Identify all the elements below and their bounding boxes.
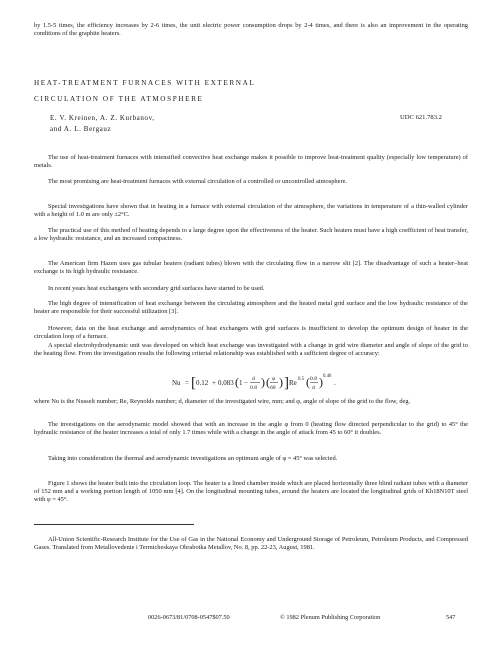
article-title-line-2: CIRCULATION OF THE ATMOSPHERE [34,95,204,103]
criterial-equation [172,370,352,398]
body-paragraph: The most promising are heat-treatment furnaces with external circulation of a controlled or uncontrolled atmosphere. [48,178,348,185]
page-number: 547 [446,614,456,621]
body-paragraph: The practical use of this method of heating depends to a large degree upon the effectiveness of the heater. Such heaters must have a high coefficient of heat transfer, a low hydraulic resistance, and an increased compactness. [34,227,468,243]
eq-one: 1 [239,379,243,387]
body-paragraph: Special investigations have shown that in heating in a furnace with external circulation of the atmosphere, the variations in temperature of a thin-walled cylinder with a height of 1.0 m are only ±2°C. [34,203,468,219]
eq-re-exponent: 0.5 [298,377,304,382]
body-paragraph: In recent years heat exchangers with secondary grid surfaces have started to be used. [48,285,265,292]
body-paragraph: The investigations on the aerodynamic model showed that with an increase in the angle φ from 0 (heating flow directed perpendicular to the grid) to 45° the hydraulic resistance of the heater increases a total of only 1.7 times while with a change in the angle of attack from 45 to 60° it doubles. [34,421,468,437]
eq-paren2-close: ) [279,375,283,389]
journal-code: 0026-0673/81/0708-0547$07.50 [148,614,230,621]
authors-line-2: and A. L. Bergauz [50,125,112,133]
eq-frac2-den: 60 [270,385,276,391]
eq-re: Re [289,379,297,387]
body-paragraph: The use of heat-treatment furnaces with intensified convective heat exchange makes it possible to improve heat-treatment quality (especially low temperature) of metals. [34,154,468,170]
eq-bracket-close: ] [284,375,289,391]
continued-paragraph: by 1.5-5 times, the efficiency increases by 2-6 times, the unit electric power consumption drops by 2-4 times, and there is also an improvement in the operating conditions of the graphite heaters. [34,22,468,38]
body-paragraph: The high degree of intensification of heat exchange between the circulating atmosphere and the heated metal grid surface and the low hydraulic resistance of the heater are responsible for their successful utilization [3]. [34,300,468,316]
eq-plus: + [212,379,216,387]
eq-minus: − [244,379,248,387]
eq-equals: = [185,379,189,387]
eq-paren3-close: ) [319,375,323,389]
authors-line-1: E. V. Kreinen, A. Z. Kurbanov, [50,114,155,122]
body-paragraph: The American firm Hazen uses gas tubular heaters (radiant tubes) blown with the circulating flow in a narrow slit [2]. The disadvantage of such a heater–heat exchange is its high hydraulic resistance. [34,260,468,276]
eq-frac2-num: φ [272,376,276,382]
eq-paren2-open: ( [266,375,270,389]
copyright-notice: © 1982 Plenum Publishing Corporation [280,614,381,621]
body-paragraph: where Nu is the Nusselt number; Re, Reynolds number; d, diameter of the investigated wire, mm; and φ, angle of slope of the grid to the flow, deg. [34,398,411,405]
body-paragraph: Figure 1 shows the heater built into the circulation loop. The heater is a lined chamber inside which are placed horizontally three blind radiant tubes with a diameter of 152 mm and a working portion length of 1050 mm [4]. On the longitudinal mounting tubes, around the heaters are located the longitudinal grids of Kh18N10T steel with φ = 45°. [34,480,468,504]
eq-lhs: Nu [172,379,181,387]
eq-period: . [334,379,336,387]
eq-paren-close: ) [261,375,265,389]
body-paragraph: A special electrohydrodynamic unit was developed on which heat exchange was investigated with a change in grid wire diameter and angle of slope of the grid to the heating flow. From the investigation results the following criterial relationship was established with a sufficient degree of accuracy: [34,342,468,358]
eq-const-2: 0.083 [218,379,234,387]
udc-code: UDC 621.783.2 [400,114,442,121]
eq-frac1-den: 0.8 [250,385,257,391]
eq-const-1: 0.12 [196,379,209,387]
footnote-divider [34,524,194,525]
eq-paren3-open: ( [306,375,310,389]
eq-frac1-num: d [252,376,255,382]
article-title-line-1: HEAT-TREATMENT FURNACES WITH EXTERNAL [34,79,256,87]
eq-bracket-open: [ [191,375,196,391]
eq-frac3-den: d [312,385,315,391]
body-paragraph: However, data on the heat exchange and aerodynamics of heat exchangers with grid surfaces is insufficient to develop the optimum design of heater in the circulation loop of a furnace. [34,325,468,341]
eq-outer-exponent: 0.46 [323,374,332,379]
eq-paren-open: ( [235,375,239,389]
affiliation-footnote: All-Union Scientific-Research Institute for the Use of Gas in the National Economy and Underground Storage of Petroleum, Petroleum Products, and Compressed Gases. Translated from Metallovedenie i Termicheskaya Obrabotka Metallov, No. 8, pp. 22-23, August, 1981. [34,536,468,552]
eq-frac3-num: 0.8 [310,376,317,382]
body-paragraph: Taking into consideration the thermal and aerodynamic investigations an optimum angle of φ = 45° was selected. [48,455,338,462]
